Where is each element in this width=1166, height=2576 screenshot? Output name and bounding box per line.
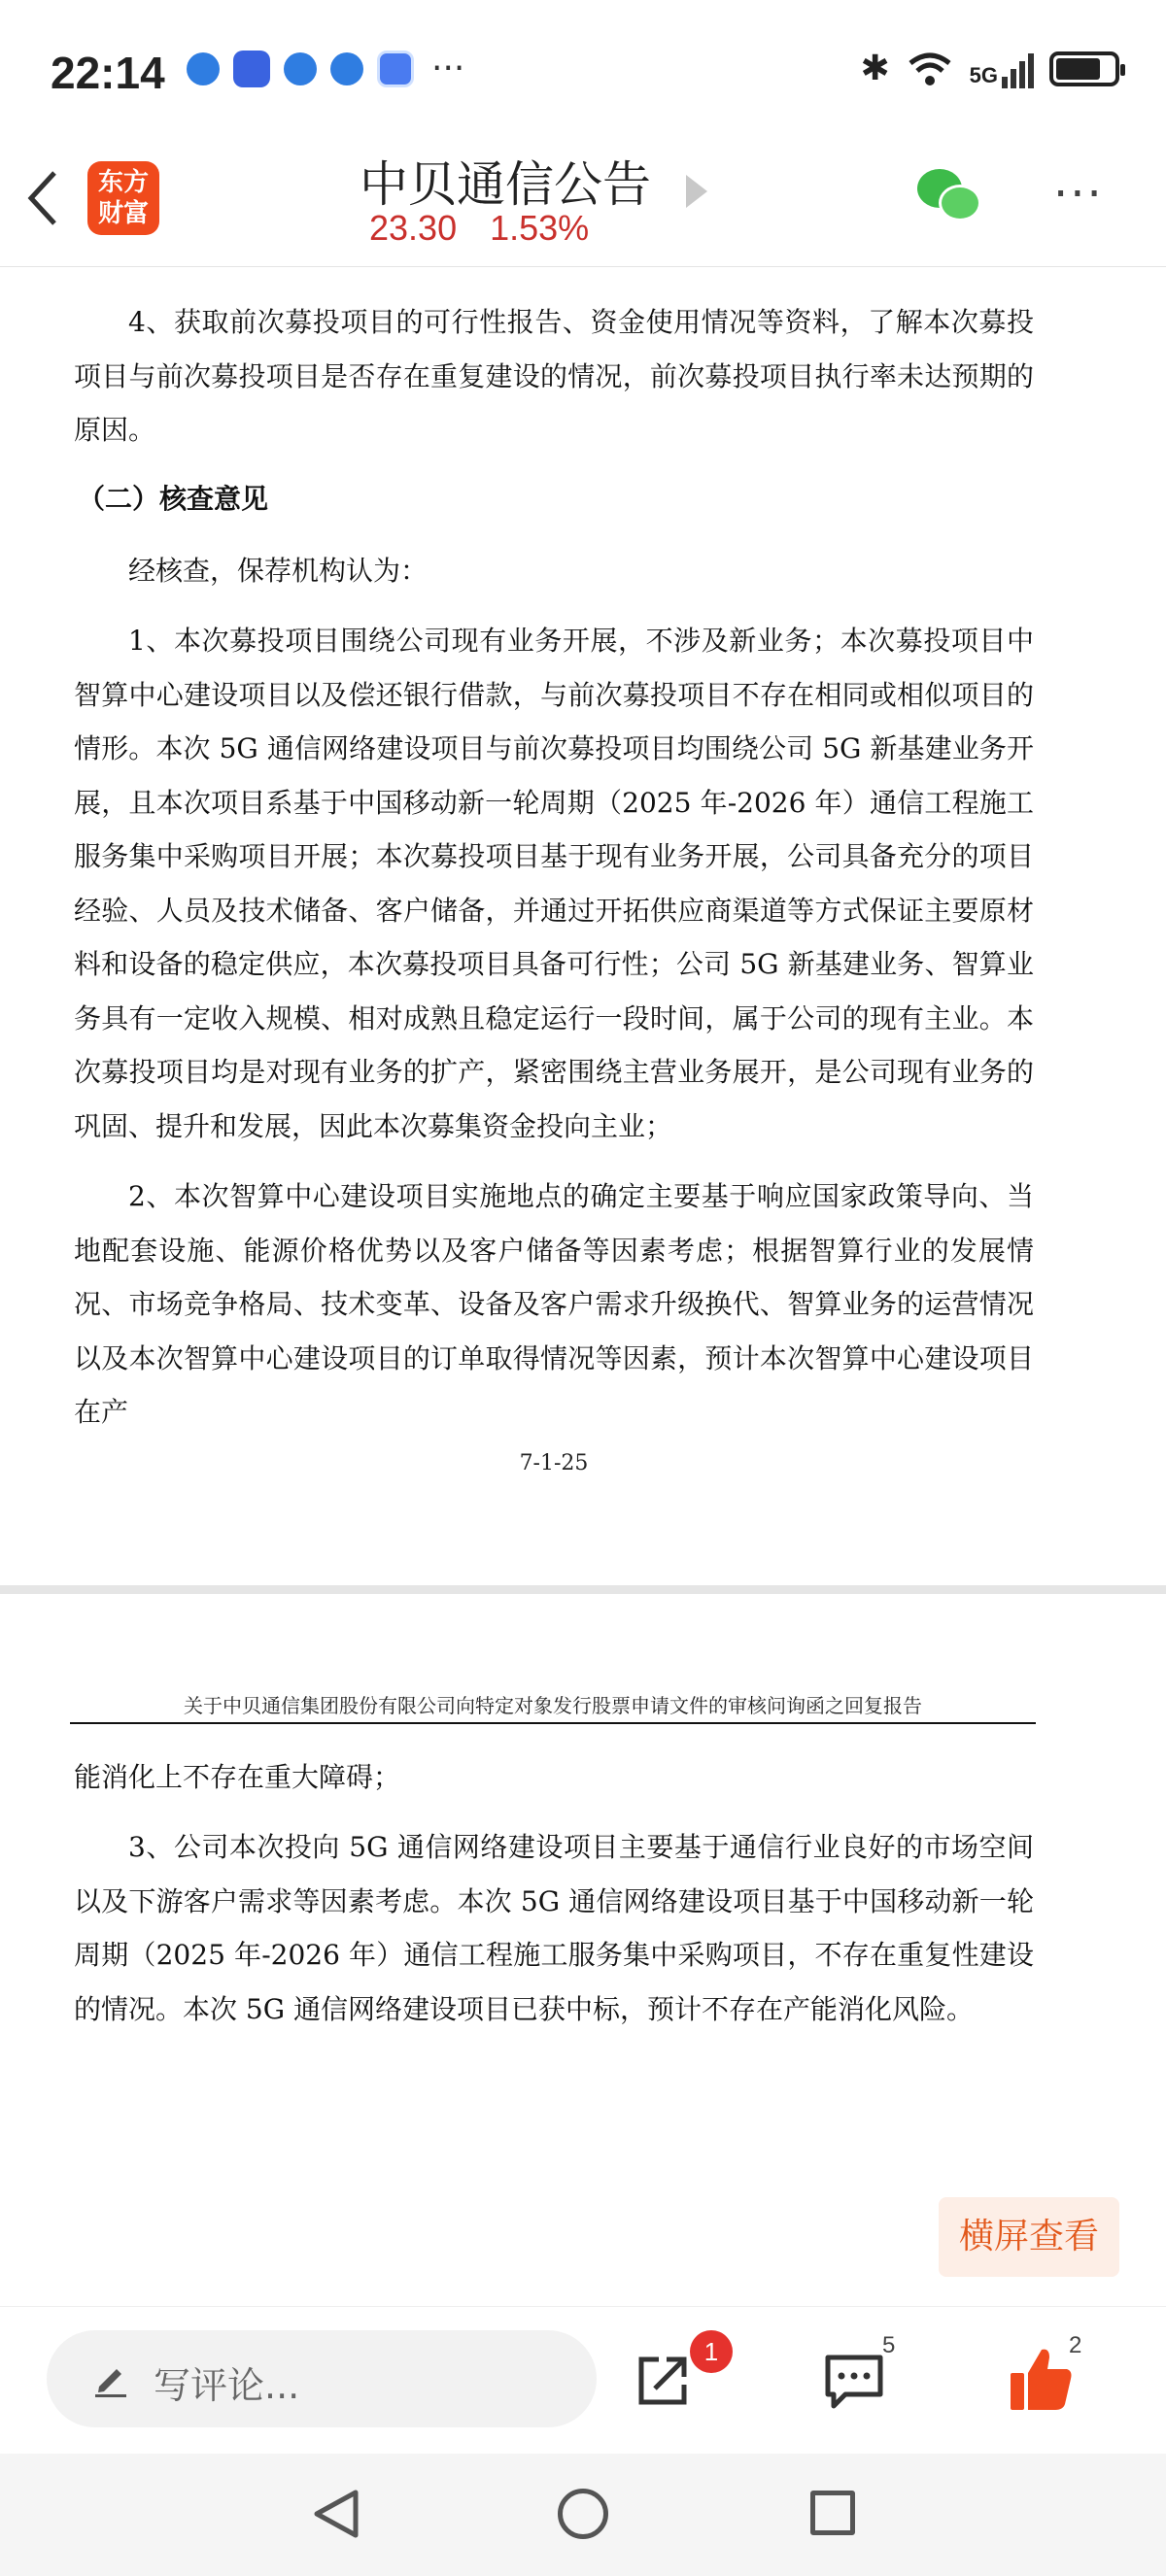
announcement-document[interactable]	[0, 268, 1166, 2306]
doc-paragraph: 2、本次智算中心建设项目实施地点的确定主要基于响应国家政策导向、当地配套设施、能源价格优势以及客户储备等因素考虑；根据智算行业的发展情况、市场竞争格局、技术变革、设备及客户需求升级换代、智算业务的运营情况以及本次智算中心建设项目的订单取得情况等因素，预计本次智算中心建设项目在产	[74, 1180, 1034, 1428]
notification-icons	[187, 51, 464, 87]
doc-paragraph: 3、公司本次投向 5G 通信网络建设项目主要基于通信行业良好的市场空间以及下游客户需求等因素考虑。本次 5G 通信网络建设项目基于中国移动新一轮周期（2025 年-2026 年）通信工程施工服务集中采购项目，不存在重复性建设的情况。本次 5G 通信网络建设项目已获中标，预计不存在产能消化风险。	[74, 1831, 1034, 2025]
comment-bar	[0, 2306, 1166, 2454]
app-header	[0, 146, 1166, 267]
doc-paragraph: 1、本次募投项目围绕公司现有业务开展，不涉及新业务；本次募投项目中智算中心建设项目以及偿还银行借款，与前次募投项目不存在相同或相似项目的情形。本次 5G 通信网络建设项目与前次募投项目均围绕公司 5G 新基建业务开展，且本次项目系基于中国移动新一轮周期（2025 年-2026 年）通信工程施工服务集中采购项目开展；本次募投项目基于现有业务开展，公司具备充分的项目经验、人员及技术储备、客户储备，并通过开拓供应商渠道等方式保证主要原材料和设备的稳定供应，本次募投项目具备可行性；公司 5G 新基建业务、智算业务具有一定收入规模、相对成熟且稳定运行一段时间，属于公司的现有主业。本次募投项目均是对现有业务的扩产，紧密围绕主营业务展开，是公司现有业务的巩固、提升和发展，因此本次募集资金投向主业；	[74, 625, 1034, 1142]
browser-app-icon	[330, 52, 363, 85]
more-options-icon[interactable]: ···	[1053, 167, 1104, 221]
comment-icon[interactable]	[822, 2350, 886, 2414]
status-bar	[0, 0, 1166, 146]
system-nav-bar	[0, 2454, 1166, 2576]
notification-app-icon	[377, 51, 414, 87]
section-heading: （二）核查意见	[78, 483, 269, 515]
share-icon[interactable]	[632, 2350, 694, 2412]
qq-app-icon	[233, 51, 270, 87]
page-title: 中贝通信公告	[360, 156, 651, 213]
signal-bars-icon	[1002, 50, 1034, 88]
landscape-view-button[interactable]: 横屏查看	[939, 2197, 1119, 2277]
comment-placeholder: 写评论...	[154, 2364, 300, 2407]
page-number: 7-1-25	[519, 1451, 589, 1475]
stock-quote[interactable]	[369, 208, 622, 249]
browser-app-icon	[187, 52, 220, 85]
play-triangle-icon[interactable]	[686, 175, 707, 208]
like-thumb-icon[interactable]	[1007, 2344, 1077, 2414]
network-type: 5G	[969, 62, 998, 87]
doc-paragraph: 经核查，保荐机构认为：	[128, 555, 429, 587]
nav-back-icon[interactable]	[309, 2487, 363, 2541]
browser-app-icon	[284, 52, 317, 85]
wechat-share-icon[interactable]	[917, 169, 985, 227]
doc-paragraph: 4、获取前次募投项目的可行性报告、资金使用情况等资料，了解本次募投项目与前次募投项目是否存在重复建设的情况，前次募投项目执行率未达预期的原因。	[74, 306, 1034, 446]
bluetooth-icon: ✱	[860, 49, 890, 88]
cellular-signal	[970, 50, 1034, 88]
pen-icon	[91, 2359, 130, 2398]
back-button[interactable]	[23, 163, 74, 231]
battery-icon	[1049, 51, 1119, 86]
wifi-icon	[906, 50, 954, 88]
stock-change: 1.53%	[490, 208, 590, 248]
nav-recents-icon[interactable]	[810, 2491, 855, 2535]
share-badge: 1	[690, 2330, 733, 2373]
chevron-left-icon	[23, 167, 62, 229]
stock-price: 23.30	[369, 208, 458, 248]
like-count: 2	[1069, 2332, 1082, 2358]
system-icons	[860, 49, 1119, 88]
comment-input[interactable]	[47, 2330, 597, 2427]
comment-count: 5	[882, 2332, 896, 2358]
doc-paragraph: 能消化上不存在重大障碍；	[74, 1761, 401, 1793]
more-notifications-icon: ···	[431, 49, 465, 88]
nav-home-icon[interactable]	[558, 2489, 608, 2539]
app-logo: 东方财富	[87, 161, 159, 235]
running-header: 关于中贝通信集团股份有限公司向特定对象发行股票申请文件的审核问询函之回复报告	[70, 1690, 1036, 1724]
page-divider	[0, 1585, 1166, 1594]
status-time: 22:14	[51, 48, 165, 98]
